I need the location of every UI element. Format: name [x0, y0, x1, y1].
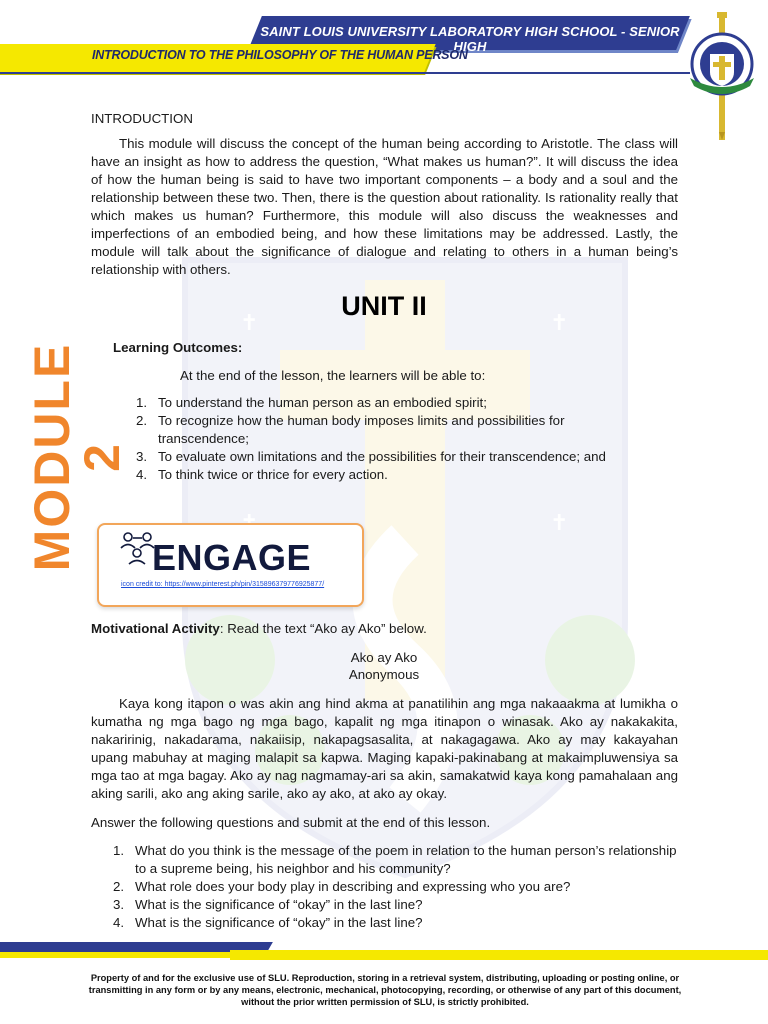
course-title: INTRODUCTION TO THE PHILOSOPHY OF THE HUMAN PERSON: [92, 48, 468, 62]
school-logo: [684, 12, 760, 140]
list-item: 2. To recognize how the human body imposes limits and possibilities for transcendence;: [136, 413, 565, 446]
motivational-activity-label: Motivational Activity: [91, 621, 220, 636]
questions-list: [113, 842, 678, 932]
learning-outcomes-intro: At the end of the lesson, the learners will be able to:: [180, 368, 486, 383]
header-divider: [0, 72, 690, 74]
module-side-label: MODULE 2: [24, 342, 130, 572]
unit-title: UNIT II: [341, 291, 427, 321]
svg-text:✝: ✝: [240, 310, 259, 335]
list-item: 2. What role does your body play in describing and expressing who you are?: [113, 879, 571, 894]
icon-credit-link[interactable]: icon credit to: https://www.pinterest.ph/pin/315896379776925877/: [121, 581, 325, 588]
list-item: 1. To understand the human person as an embodied spirit;: [136, 395, 487, 410]
list-item: 1. What do you think is the message of the poem in relation to the human person’s relationship to a supreme being, his neighbor and his community?: [113, 843, 677, 876]
motivational-activity-text: : Read the text “Ako ay Ako” below.: [219, 621, 427, 636]
poem-title: Ako ay Ako: [350, 650, 418, 665]
list-item: 4. To think twice or thrice for every action.: [136, 467, 388, 482]
introduction-paragraph: This module will discuss the concept of the human being according to Aristotle. The class will have an insight as how to address the question, “What makes us human?”. It will discuss the idea of how the human being is said to have two important components – a body and a soul and the relationship between these two. Then, there is the question about rationality. Is rationality really that which makes us human? Furthermore, this module will also discuss the weaknesses and imperfections of an embodied being, and how these limitations may be addressed. Lastly, the module will talk about the significance of dialogue and relating to others in a human being’s relationship with others.: [91, 136, 678, 277]
footer-band: [0, 952, 240, 958]
footer-band: [230, 950, 768, 960]
poem-body: Kaya kong itapon o was akin ang hind akma at panatilihin ang mga nakaaakma at lumikha o kumatha ng mga bago ng mga bago, kapalit ng mga itinapon o winasak. Ako ay nakakakita, nakaririnig, nakadarama, nakaiisip, nakapagsasalita, at nakagagawa. Ako ay may kakayahan upang mabuhay at maging malapit sa kapwa. Maging kapaki-pakinabang at makaimpluwensiya sa mga tao at mga bagay. Ako ay nag nagmamay-ari sa akin, samakatwid kaya kong pamahalaan ang aking sarili, ako ang aking sarile, ako ay ako, at ako ay okay.: [91, 696, 678, 801]
learning-outcomes-heading: Learning Outcomes:: [113, 340, 243, 355]
poem-author: Anonymous: [348, 667, 420, 682]
learning-outcomes-list: [136, 394, 656, 484]
engage-label: ENGAGE: [152, 537, 312, 578]
introduction-heading: INTRODUCTION: [91, 111, 193, 126]
list-item: 3. What is the significance of “okay” in the last line?: [113, 897, 423, 912]
list-item: 3. To evaluate own limitations and the possibilities for their transcendence; and: [136, 449, 606, 464]
school-name: SAINT LOUIS UNIVERSITY LABORATORY HIGH SCHOOL - SENIOR HIGH: [260, 24, 680, 54]
questions-intro: Answer the following questions and submit at the end of this lesson.: [91, 815, 491, 830]
copyright-notice: Property of and for the exclusive use of SLU. Reproduction, storing in a retrieval system, distributing, uploading or posting online, or transmitting in any form or by any means, electronic, mechanical, photocopying, recording, or otherwise of any part of this document, without the prior written permission of SLU, is strictly prohibited.: [88, 973, 682, 1007]
motivational-activity: [91, 620, 427, 638]
svg-text:✝: ✝: [550, 310, 569, 335]
svg-text:✝: ✝: [550, 510, 569, 535]
list-item: 4. What is the significance of “okay” in the last line?: [113, 915, 423, 930]
